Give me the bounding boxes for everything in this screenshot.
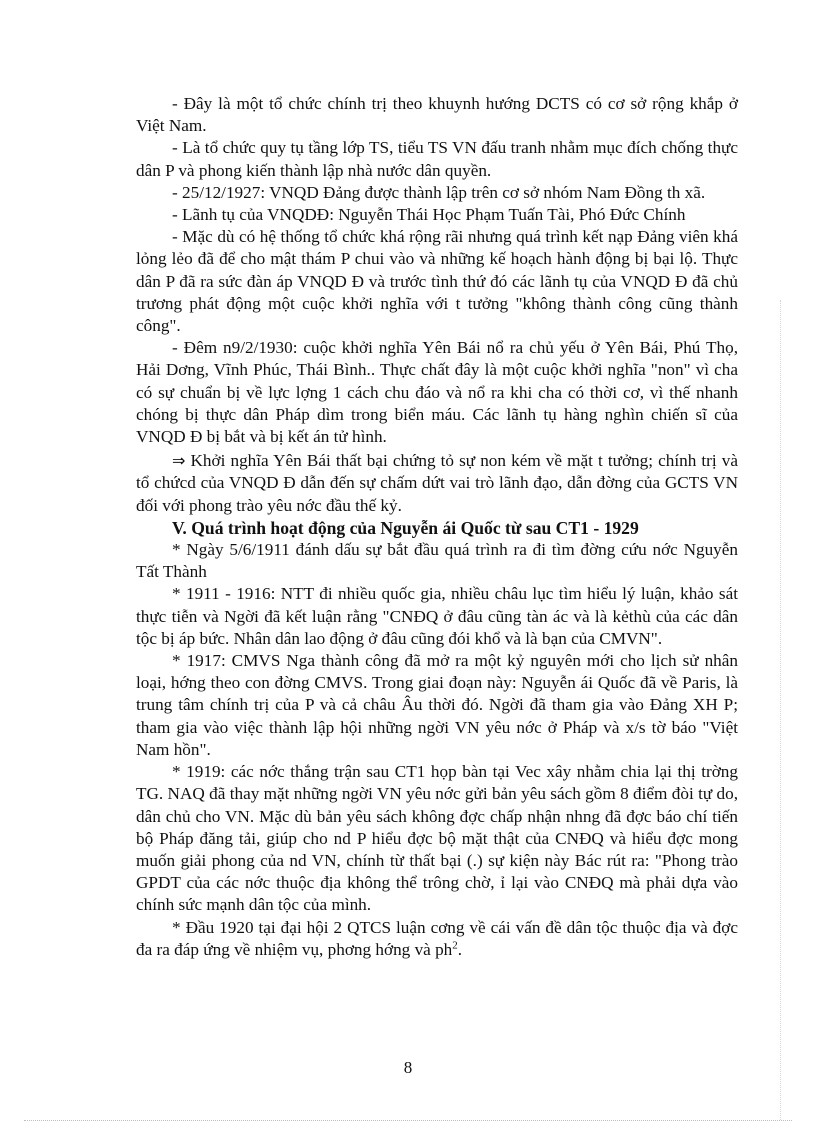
last-paragraph-suffix: .	[457, 939, 463, 959]
paragraph: - Đây là một tổ chức chính trị theo khuynh hướng DCTS có cơ sở rộng khắp ở Việt Nam.	[136, 94, 738, 136]
paragraph-last	[136, 917, 738, 961]
paragraph: - 25/12/1927: VNQD Đảng được thành lập trên cơ sở nhóm Nam Đồng th xã.	[172, 182, 706, 202]
paragraph: * Ngày 5/6/1911 đánh dấu sự bắt đầu quá trình ra đi tìm đờng cứu nớc Nguyễn Tất Thành	[136, 540, 738, 582]
footer-divider	[24, 1120, 792, 1121]
paragraph: - Mặc dù có hệ thống tổ chức khá rộng rãi nhưng quá trình kết nạp Đảng viên khá lỏng lẻo đã để cho mật thám P chui vào và những kế hoạch hành động bị bại lộ. Thực dân P đã ra sức đàn áp VNQD Đ và trước tình thứ đó các lãnh tụ của VNQD Đ đã chủ trương phát động một cuộc khởi nghĩa với t tưởng "không thành công cũng thành công".	[136, 227, 738, 336]
last-paragraph-text: * Đầu 1920 tại đại hội 2 QTCS luận cơng về cái vấn đề dân tộc thuộc địa và đợc đa ra đáp ứng về nhiệm vụ, phơng hớng và ph	[136, 917, 738, 959]
paragraph: - Là tổ chức quy tụ tầng lớp TS, tiểu TS VN đấu tranh nhằm mục đích chống thực dân P và phong kiến thành lập nhà nước dân quyền.	[136, 138, 738, 180]
superscript: 2	[452, 938, 458, 951]
margin-guide-line	[780, 300, 781, 1120]
body-text	[136, 93, 738, 961]
section-heading: V. Quá trình hoạt động của Nguyễn ái Quốc từ sau CT1 - 1929	[172, 517, 639, 538]
paragraph: * 1919: các nớc thắng trận sau CT1 họp bàn tại Vec xây nhằm chia lại thị trờng TG. NAQ đã thay mặt những ngời VN yêu nớc gửi bản yêu sách gồm 8 điểm đòi tự do, dân chủ cho VN. Mặc dù bản yêu sách không đợc chấp nhận nhng đã đợc báo chí tiến bộ Pháp đăng tải, giúp cho nd P hiểu đợc bộ mặt thật của CNĐQ và hiểu đợc mong muốn giải phong của nd VN, chính từ thất bại (.) sự kiện này Bác rút ra: "Phong trào GPDT của các nớc thuộc địa không thể trông chờ, ỉ lại vào CNĐQ mà phải dựa vào chính sức mạnh dân tộc của mình.	[136, 762, 738, 915]
conclusion-paragraph	[136, 450, 738, 517]
paragraph: * 1917: CMVS Nga thành công đã mở ra một kỷ nguyên mới cho lịch sử nhân loại, hớng theo con đờng CMVS. Trong giai đoạn này: Nguyễn ái Quốc đã về Paris, là trung tâm chính trị của P và cả châu Âu thời đó. Ngời đã tham gia vào Đảng XH P; tham gia vào việc thành lập hội những ngời VN yêu nớc ở Pháp và x/s tờ báo "Việt Nam hồn".	[136, 651, 738, 759]
page-number: 8	[403, 1058, 413, 1077]
paragraph: * 1911 - 1916: NTT đi nhiều quốc gia, nhiều châu lục tìm hiểu lý luận, khảo sát thực tiễn và Ngời đã kết luận rằng "CNĐQ ở đâu cũng tàn ác và là kẻthù của các dân tộc bị áp bức. Nhân dân lao động ở đâu cũng đói khổ và là bạn của CMVN".	[136, 584, 738, 648]
paragraph: - Lãnh tụ của VNQDĐ: Nguyễn Thái Học Phạm Tuấn Tài, Phó Đức Chính	[172, 205, 686, 225]
conclusion-text: Khởi nghĩa Yên Bái thất bại chứng tỏ sự non kém về mặt t tưởng; chính trị và tổ chứcd của VNQD Đ dẫn đến sự chấm dứt vai trò lãnh đạo, dẫn đờng của GCTS VN đối với phong trào yêu nớc đầu thế kỷ.	[136, 451, 738, 515]
implies-arrow-icon: ⇒	[172, 451, 186, 471]
paragraph: - Đêm n9/2/1930: cuộc khởi nghĩa Yên Bái nổ ra chủ yếu ở Yên Bái, Phú Thọ, Hải Dơng, Vĩnh Phúc, Thái Bình.. Thực chất đây là một cuộc khởi nghĩa "non" vì cha có sự chuẩn bị về lực lợng 1 cách chu đáo và nổ ra khi cha có thời cơ, vì thế nhanh chóng bị thực dân Pháp dìm trong biển máu. Các lãnh tụ hàng nghìn chiến sĩ của VNQD Đ bị bắt và bị kết án tử hình.	[136, 338, 738, 447]
